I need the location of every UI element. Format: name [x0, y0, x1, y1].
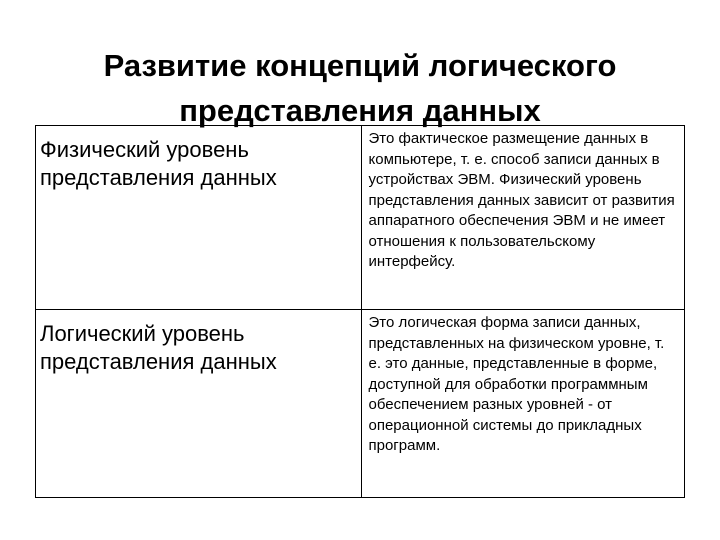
definition-physical-level: Это фактическое размещение данных в компьютере, т. е. способ записи данных в устройствах ЭВМ. Физический уровень представления данных зависит от развития аппаратного обеспечения ЭВМ и не имеет отношения к пользовательскому интерфейсу.	[361, 126, 685, 310]
term-logical-line-1: Логический уровень	[40, 321, 245, 346]
table-row-logical-level	[36, 310, 685, 498]
levels-table	[35, 125, 685, 498]
slide-title-line-2: представления данных	[179, 92, 541, 128]
term-physical-line-2: представления данных	[40, 165, 277, 190]
term-cell-logical-level	[36, 310, 362, 498]
definition-logical-level: Это логическая форма записи данных, представленных на физическом уровне, т. е. это данные, представленные в форме, доступной для обработки программным обеспечением разных уровней - от операционной системы до прикладных программ.	[361, 310, 685, 498]
table-row-physical-level	[36, 126, 685, 310]
term-logical-line-2: представления данных	[40, 349, 277, 374]
slide-title-line-1: Развитие концепций логического	[103, 47, 617, 83]
term-cell-physical-level	[36, 126, 362, 310]
slide-title	[20, 43, 700, 133]
term-physical-line-1: Физический уровень	[40, 137, 249, 162]
